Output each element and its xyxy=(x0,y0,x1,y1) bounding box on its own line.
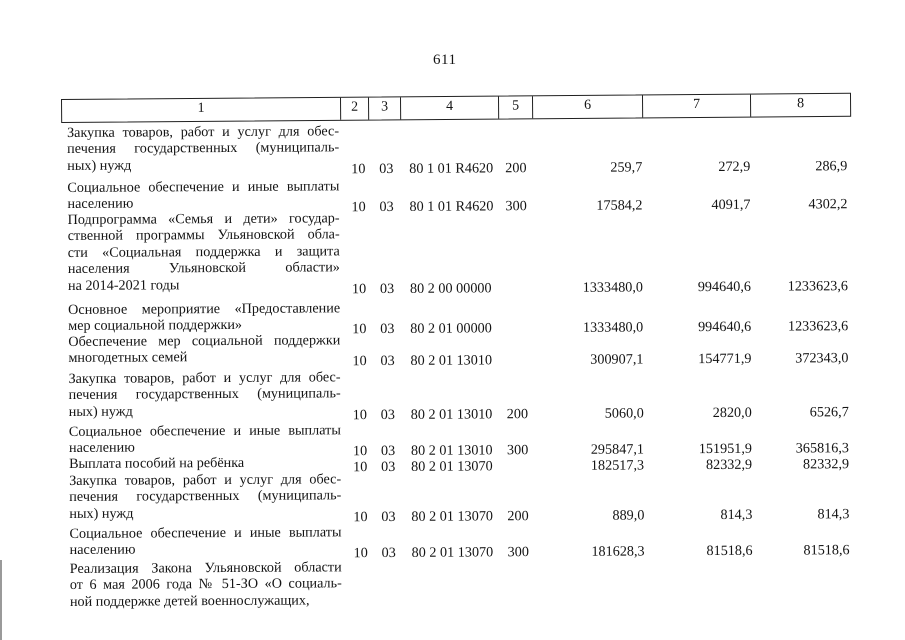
subsection-code: 03 xyxy=(380,320,395,338)
amount-col-7: 154771,9 xyxy=(698,350,752,368)
description-line: ных) нужд xyxy=(68,403,133,420)
subsection-code: 03 xyxy=(379,198,394,216)
description-line: Социальное обеспечение и иные выплаты xyxy=(69,524,342,542)
description-line: Закупка товаров, работ и услуг для обес- xyxy=(68,369,341,387)
amount-col-7: 272,9 xyxy=(718,158,751,175)
amount-col-6: 181628,3 xyxy=(591,543,645,560)
section-code: 10 xyxy=(353,545,368,562)
section-code: 10 xyxy=(352,407,368,424)
target-article-code: 80 2 01 13010 xyxy=(410,442,493,459)
header-col-6: 6 xyxy=(532,95,642,118)
expense-type-code: 200 xyxy=(506,406,529,423)
row-description xyxy=(69,524,341,558)
description-line: печения государственных (муниципаль- xyxy=(68,385,341,404)
description-line: ной поддержке детей военнослужащих, xyxy=(69,592,310,610)
description-line: Подпрограмма «Семья и дети» государ- xyxy=(67,210,340,228)
subsection-code: 03 xyxy=(379,280,395,298)
subsection-code: 03 xyxy=(381,544,396,562)
section-code: 10 xyxy=(352,443,368,460)
amount-col-8: 6526,7 xyxy=(809,404,849,421)
description-line: населению xyxy=(69,541,136,559)
expense-type-code: 300 xyxy=(505,198,527,215)
header-col-2: 2 xyxy=(340,98,368,120)
subsection-code: 03 xyxy=(381,458,396,476)
description-line: печения государственных (муниципаль- xyxy=(69,487,342,506)
amount-col-7: 151951,9 xyxy=(698,440,753,458)
target-article-code: 80 2 01 13010 xyxy=(410,406,493,423)
description-line: от 6 мая 2006 года № 51-ЗО «О социаль- xyxy=(69,575,342,594)
row-description xyxy=(68,210,340,294)
amount-col-7: 814,3 xyxy=(720,506,753,523)
header-col-8: 8 xyxy=(750,94,850,117)
amount-col-6: 1333480,0 xyxy=(582,319,644,336)
description-line: Социальное обеспечение и иные выплаты xyxy=(68,422,341,440)
amount-col-6: 1333480,0 xyxy=(582,279,644,296)
subsection-code: 03 xyxy=(379,160,394,178)
description-line: населению xyxy=(67,195,134,213)
amount-col-8: 1233623,6 xyxy=(787,278,849,295)
target-article-code: 80 2 01 13070 xyxy=(411,508,494,525)
target-article-code: 80 1 01 R4620 xyxy=(409,160,494,177)
amount-col-8: 4302,2 xyxy=(808,196,848,213)
section-code: 10 xyxy=(353,459,368,476)
description-line: печения государственных (муниципаль- xyxy=(67,139,340,158)
amount-col-8: 286,9 xyxy=(815,158,848,175)
scan-edge-mark xyxy=(0,560,2,640)
section-code: 10 xyxy=(352,353,367,370)
target-article-code: 80 1 01 R4620 xyxy=(409,198,494,215)
description-line: ственной программы Ульяновской обла- xyxy=(67,226,340,245)
description-line: ных) нужд xyxy=(69,505,134,522)
amount-col-6: 259,7 xyxy=(610,159,643,176)
amount-col-6: 5060,0 xyxy=(604,405,644,422)
description-line: Обеспечение мер социальной поддержки xyxy=(68,332,341,350)
row-description xyxy=(69,454,341,472)
amount-col-8: 81518,6 xyxy=(803,542,850,559)
section-code: 10 xyxy=(351,161,366,178)
amount-col-7: 2820,0 xyxy=(712,404,752,422)
header-col-4: 4 xyxy=(400,97,498,120)
row-description xyxy=(68,300,340,334)
expense-type-code: 200 xyxy=(505,160,527,177)
row-description xyxy=(70,559,342,610)
subsection-code: 03 xyxy=(380,352,395,370)
page-number: 611 xyxy=(433,52,457,68)
description-line: Реализация Закона Ульяновской области xyxy=(69,559,342,577)
target-article-code: 80 2 00 00000 xyxy=(409,280,492,297)
row-description xyxy=(67,123,339,174)
target-article-code: 80 2 01 13070 xyxy=(411,458,493,475)
amount-col-6: 295847,1 xyxy=(590,441,645,458)
description-line: населению xyxy=(68,439,135,457)
expense-type-code: 200 xyxy=(507,508,529,525)
row-description xyxy=(69,471,341,522)
expense-type-code: 300 xyxy=(507,544,529,561)
header-col-1: 1 xyxy=(197,100,205,116)
header-col-7: 7 xyxy=(642,95,750,118)
table-row xyxy=(1,297,905,338)
amount-col-8: 365816,3 xyxy=(795,440,850,457)
description-line: ных) нужд xyxy=(67,157,132,174)
expense-type-code: 300 xyxy=(506,442,529,459)
section-code: 10 xyxy=(351,281,367,298)
amount-col-7: 4091,7 xyxy=(711,196,751,214)
description-line: Социальное обеспечение и иные выплаты xyxy=(67,178,340,196)
subsection-code: 03 xyxy=(381,508,396,526)
description-line: на 2014-2021 годы xyxy=(67,276,180,294)
row-description xyxy=(69,422,341,456)
description-line: многодетных семей xyxy=(68,349,188,367)
amount-col-7: 81518,6 xyxy=(706,542,753,560)
section-code: 10 xyxy=(353,509,368,526)
table-row xyxy=(0,120,905,178)
subsection-code: 03 xyxy=(380,442,396,460)
amount-col-8: 1233623,6 xyxy=(787,318,849,335)
amount-col-6: 182517,3 xyxy=(590,457,645,474)
description-line: мер социальной поддержки» xyxy=(68,317,243,335)
row-description xyxy=(68,332,340,366)
amount-col-6: 17584,2 xyxy=(596,197,643,214)
row-description xyxy=(69,369,341,420)
row-description xyxy=(67,178,339,212)
section-code: 10 xyxy=(351,199,366,216)
description-line: Основное мероприятие «Предоставление xyxy=(68,300,341,318)
amount-col-7: 994640,6 xyxy=(697,318,752,336)
amount-col-7: 994640,6 xyxy=(697,278,752,296)
target-article-code: 80 2 01 00000 xyxy=(410,320,492,337)
target-article-code: 80 2 01 13010 xyxy=(410,352,493,369)
header-col-3: 3 xyxy=(368,97,400,119)
section-code: 10 xyxy=(352,321,367,338)
amount-col-6: 889,0 xyxy=(612,507,645,524)
description-line: населения Ульяновской области» xyxy=(67,259,340,278)
description-line: Выплата пособий на ребёнка xyxy=(69,454,245,472)
amount-col-6: 300907,1 xyxy=(590,351,644,368)
amount-col-8: 372343,0 xyxy=(795,350,849,367)
header-col-5: 5 xyxy=(498,96,532,118)
target-article-code: 80 2 01 13070 xyxy=(411,544,494,561)
description-line: Закупка товаров, работ и услуг для обес- xyxy=(66,123,340,141)
amount-col-8: 82332,9 xyxy=(802,456,850,473)
amount-col-7: 82332,9 xyxy=(705,456,753,474)
description-line: сти «Социальная поддержка и защита xyxy=(67,243,340,261)
subsection-code: 03 xyxy=(380,406,396,424)
description-line: Закупка товаров, работ и услуг для обес- xyxy=(69,471,342,489)
amount-col-8: 814,3 xyxy=(817,506,850,523)
